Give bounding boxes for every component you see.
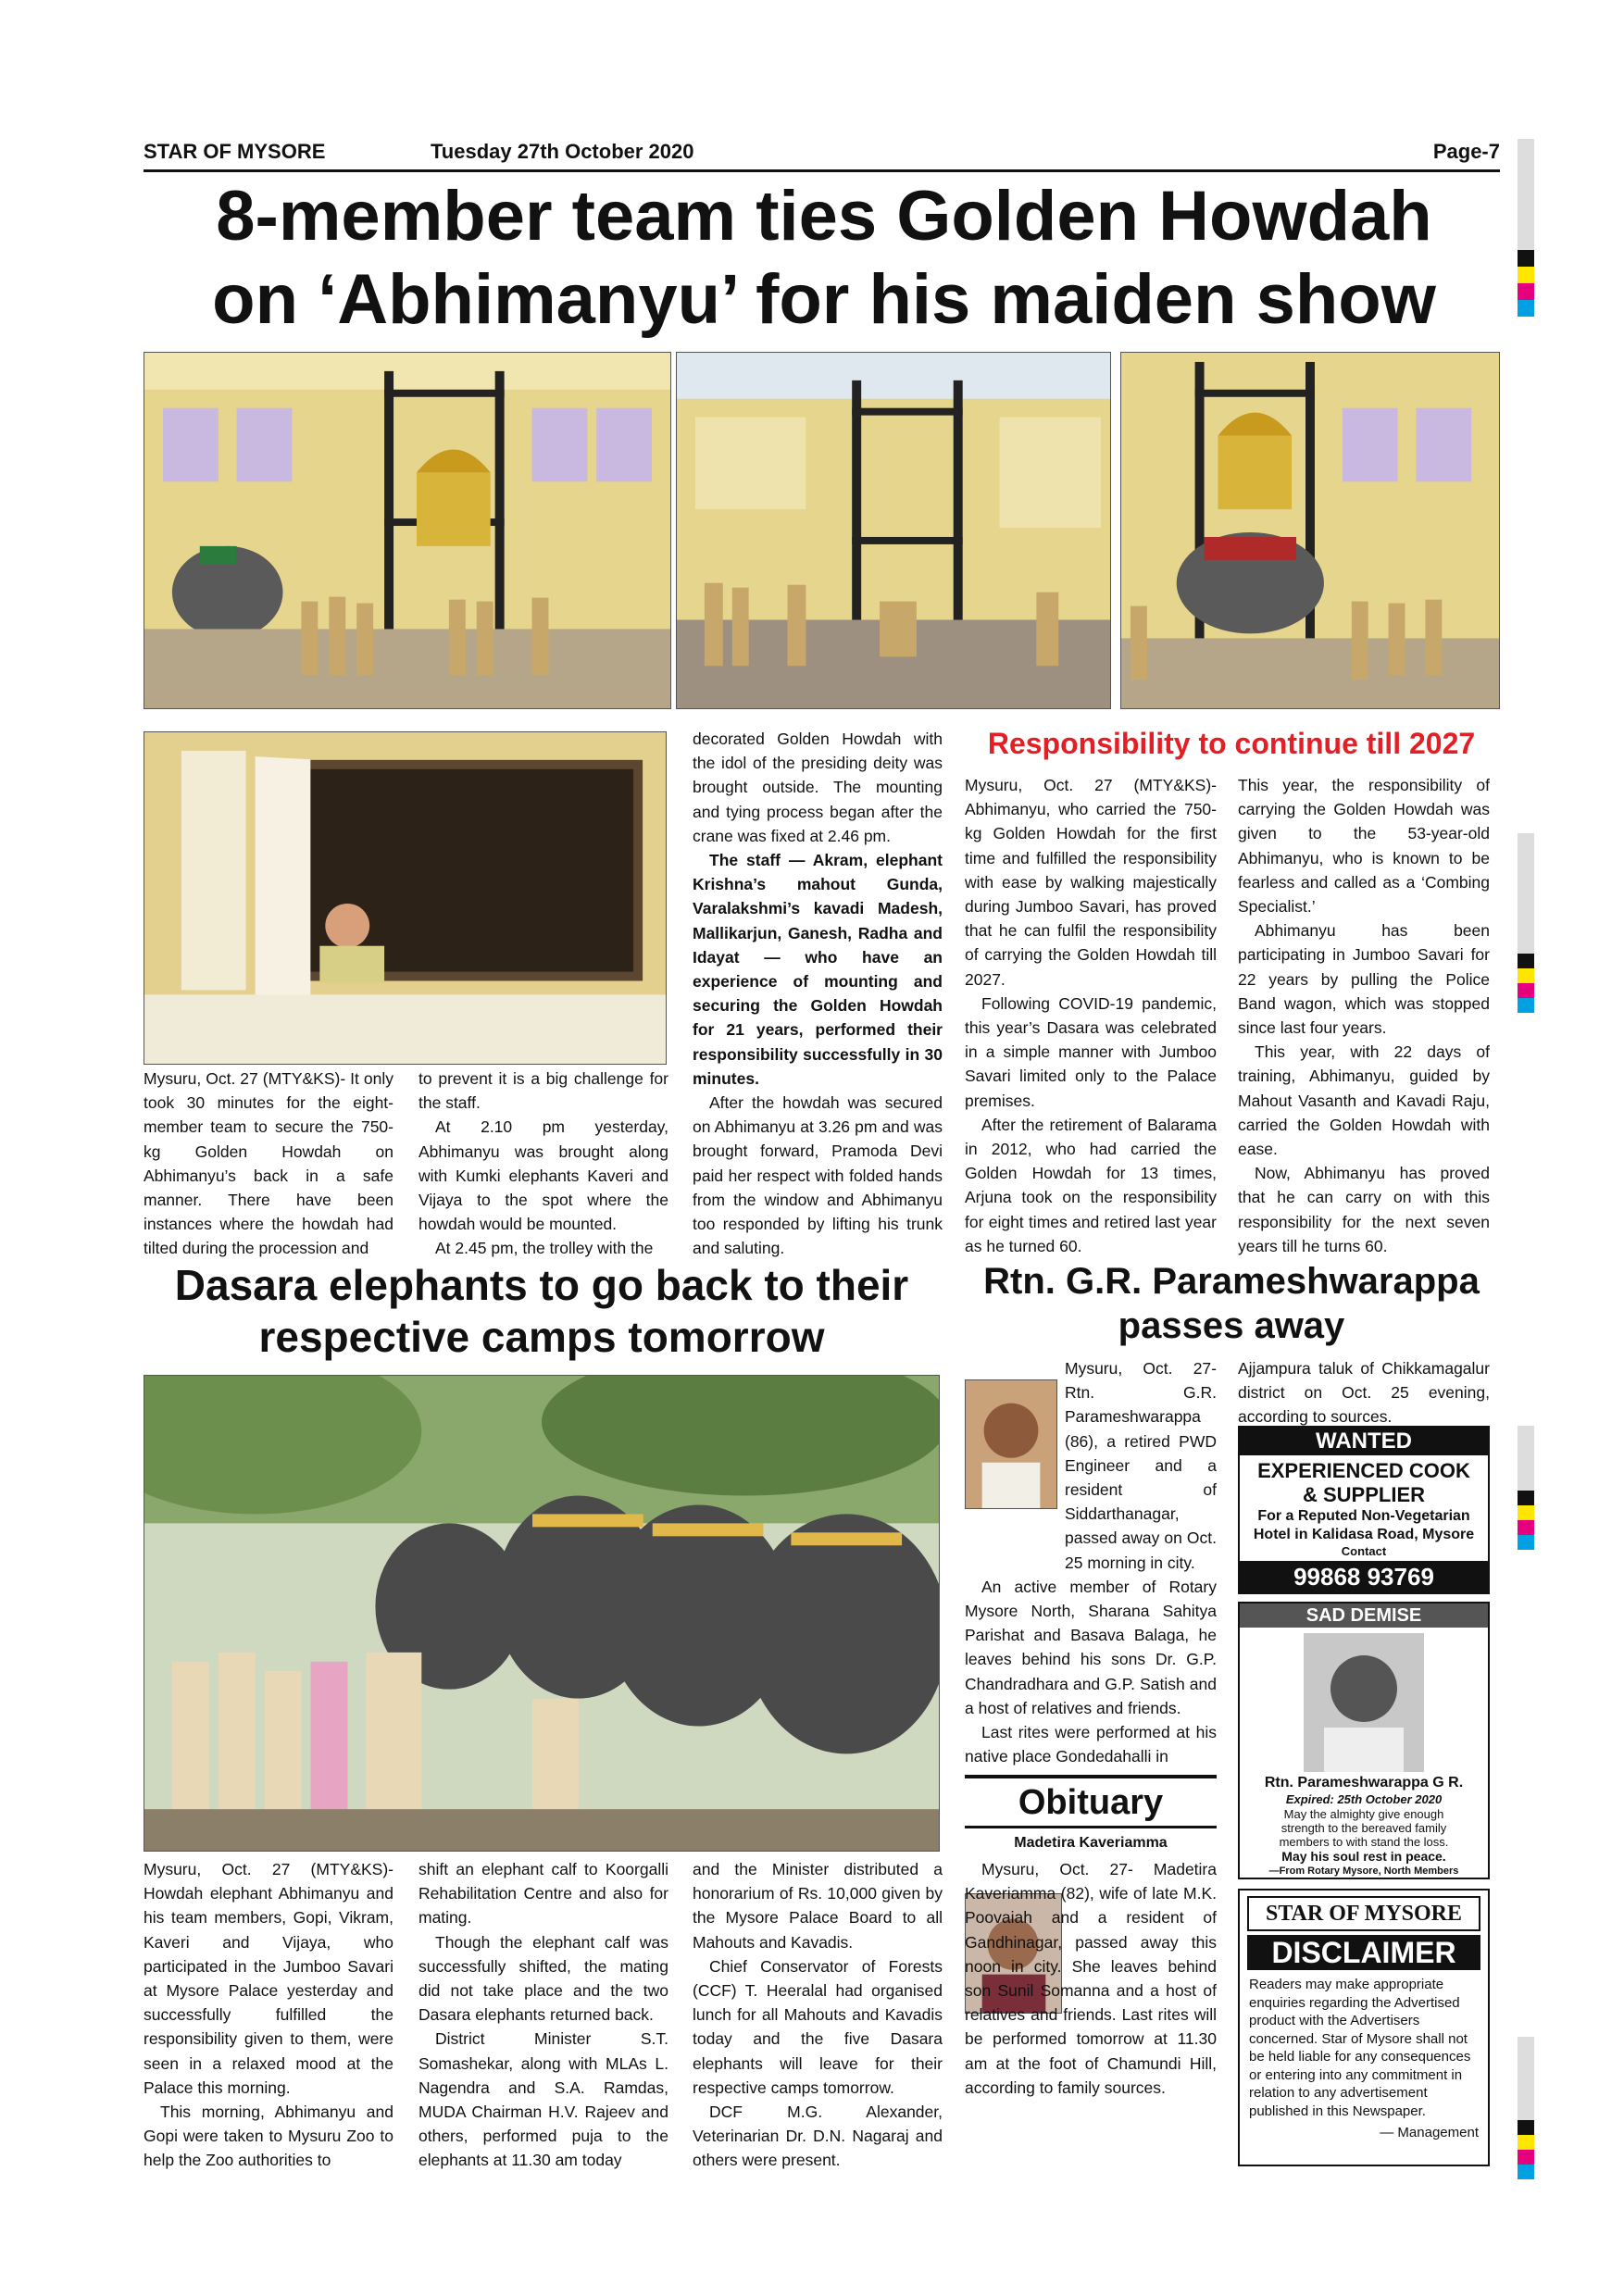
story3-text: DCF M.G. Alexander, Veterinarian Dr. D.N. Nagaraj and others were present. bbox=[693, 2103, 943, 2170]
story3-text: Mysuru, Oct. 27 (MTY&KS)- Howdah elephant Abhimanyu and his team members, Gopi, Vikram, Kaveri and Vijaya, who participated in the Jumboo Savari at Mysore Palace yesterday and successfully fulfilled the responsibility given to them, were seen in a relaxed mood at the Palace this morning. bbox=[144, 1860, 394, 2097]
ad-wanted-contact-label: Contact bbox=[1341, 1544, 1387, 1558]
story1-col3 bbox=[693, 727, 943, 1260]
ad-demise-name: Rtn. Parameshwarappa G R. bbox=[1264, 1775, 1464, 1791]
registration-mark bbox=[1518, 968, 1534, 983]
main-headline-line2: on ‘Abhimanyu’ for his maiden show bbox=[212, 260, 1436, 339]
page-number: Page-7 bbox=[1432, 140, 1500, 163]
registration-mark bbox=[1518, 954, 1534, 968]
ad-demise-from: —From Rotary Mysore, North Members bbox=[1268, 1866, 1459, 1877]
obituary-top-rule bbox=[965, 1775, 1217, 1778]
story2-text: Now, Abhimanyu has proved that he can carry on with this responsibility for the next seven years till he turns 60. bbox=[1238, 1164, 1490, 1255]
story3-text: shift an elephant calf to Koorgalli Rehabilitation Centre and also for mating. bbox=[418, 1860, 668, 1928]
story2-text: Following COVID-19 pandemic, this year’s Dasara was celebrated in a simple manner with Jumboo Savari limited only to the Palace premises. bbox=[965, 993, 1217, 1110]
registration-mark bbox=[1518, 283, 1534, 300]
disclaimer-title: DISCLAIMER bbox=[1247, 1935, 1480, 1970]
story2-text: This year, the responsibility of carrying the Golden Howdah was given to the 53-year-old Abhimanyu, who is known to be fearless and called as a ‘Combing Specialist.’ bbox=[1238, 776, 1490, 917]
registration-mark bbox=[1518, 300, 1534, 317]
story1-text: After the howdah was secured on Abhimanyu at 3.26 pm and was brought forward, Pramoda Devi paid her respect with folded hands from the window and Abhimanyu too responded by lifting his trunk and saluting. bbox=[693, 1093, 943, 1258]
story1-col1 bbox=[144, 1067, 394, 1261]
registration-mark bbox=[1518, 1491, 1534, 1505]
ad-wanted-line3: For a Reputed Non-Vegetarian bbox=[1257, 1508, 1470, 1524]
registration-mark bbox=[1518, 2135, 1534, 2150]
story4-text: An active member of Rotary Mysore North, Sharana Sahitya Parishat and Basava Balaga, he leaves behind his sons Dr. G.P. Chandradhara and G.P. Satish and a host of relatives and friends. bbox=[965, 1577, 1217, 1717]
photo-howdah-trolley bbox=[676, 352, 1111, 709]
story3-col1 bbox=[144, 1857, 394, 2173]
ad-wanted bbox=[1238, 1426, 1490, 1594]
obituary-name: Madetira Kaveriamma bbox=[1014, 1835, 1168, 1851]
disclaimer-sign: — Management bbox=[1380, 2125, 1479, 2140]
disclaimer-text: Readers may make appropriate enquiries regarding the Advertised product with the Advertisers concerned. Star of Mysore shall not be held liable for any consequences or entering into any commitment in relation to any advertisement published in this Newspaper. bbox=[1249, 1977, 1471, 2119]
registration-mark bbox=[1518, 2120, 1534, 2135]
story3-col2 bbox=[418, 1857, 668, 2173]
story1-col2 bbox=[418, 1067, 668, 1261]
story3-text: and the Minister distributed a honorarium of Rs. 10,000 given by the Mysore Palace Board to all Mahouts and Kavadis. bbox=[693, 1860, 943, 1952]
story3-text: District Minister S.T. Somashekar, along with MLAs L. Nagendra and S.A. Ramdas, MUDA Chairman H.V. Rajeev and others, performed puja to the elephants at 11.30 am today bbox=[418, 2029, 668, 2170]
story2-col1 bbox=[965, 773, 1217, 1258]
ad-demise-portrait bbox=[1304, 1633, 1424, 1772]
obituary-bottom-rule bbox=[965, 1826, 1217, 1828]
ad-wanted-line1: EXPERIENCED COOK bbox=[1257, 1459, 1470, 1482]
registration-mark bbox=[1518, 267, 1534, 283]
story4-text: Last rites were performed at his native place Gondedahalli in bbox=[965, 1723, 1217, 1766]
story1-text: At 2.10 pm yesterday, Abhimanyu was brought along with Kumki elephants Kaveri and Vijaya to the spot where the howdah would be mounted. bbox=[418, 1117, 668, 1234]
obituary-text-col bbox=[965, 1857, 1217, 2100]
story2-text: Abhimanyu has been participating in Jumboo Savari for 22 years by pulling the Police Band wagon, which was stopped since last four years. bbox=[1238, 921, 1490, 1038]
story2-text: After the retirement of Balarama in 2012, who had carried the Golden Howdah for 13 times, Arjuna took on the responsibility for eight times and retired last year as he turned 60. bbox=[965, 1115, 1217, 1255]
main-headline-line1: 8-member team ties Golden Howdah bbox=[216, 177, 1432, 256]
registration-mark bbox=[1518, 2150, 1534, 2165]
ad-demise-line4: May his soul rest in peace. bbox=[1281, 1849, 1446, 1864]
issue-date: Tuesday 27th October 2020 bbox=[431, 140, 694, 163]
registration-mark bbox=[1518, 1520, 1534, 1535]
registration-bar bbox=[1518, 139, 1534, 250]
story1-text: At 2.45 pm, the trolley with the bbox=[435, 1239, 654, 1258]
ad-sad-demise bbox=[1238, 1602, 1490, 1879]
story3-headline-line2: respective camps tomorrow bbox=[258, 1313, 825, 1361]
registration-bar bbox=[1518, 833, 1534, 954]
registration-mark bbox=[1518, 998, 1534, 1013]
obituary-text: Mysuru, Oct. 27- Madetira Kaveriamma (82), wife of late M.K. Poovaiah and a resident of Gandhinagar, passed away this noon in city. She leaves behind son Sunil Somanna and a host of relatives and friends. Last rites will be performed tomorrow at 11.30 am at the foot of Chamundi Hill, according to family sources. bbox=[965, 1860, 1217, 2097]
ad-demise-title: SAD DEMISE bbox=[1240, 1603, 1488, 1628]
story2-col2 bbox=[1238, 773, 1490, 1258]
ad-demise-line3: members to with stand the loss. bbox=[1279, 1835, 1449, 1849]
registration-mark bbox=[1518, 983, 1534, 998]
ad-demise-expired: Expired: 25th October 2020 bbox=[1285, 1792, 1443, 1806]
registration-bar bbox=[1518, 2037, 1534, 2120]
story1-text: Mysuru, Oct. 27 (MTY&KS)- It only took 30 minutes for the eight-member team to secure the 750-kg Golden Howdah on Abhimanyu’s back in a safe manner. There have been instances where the howdah had tilted during the procession and bbox=[144, 1069, 394, 1258]
registration-mark bbox=[1518, 1505, 1534, 1520]
ad-wanted-line2: & SUPPLIER bbox=[1302, 1483, 1426, 1506]
story3-text: This morning, Abhimanyu and Gopi were taken to Mysuru Zoo to help the Zoo authorities to bbox=[144, 2103, 394, 2170]
story2-text: This year, with 22 days of training, Abhimanyu, guided by Mahout Vasanth and Kavadi Raju, carried the Golden Howdah with ease. bbox=[1238, 1042, 1490, 1159]
story4-headline-line1: Rtn. G.R. Parameshwarappa bbox=[983, 1261, 1480, 1302]
photo-dasara-elephants bbox=[144, 1375, 940, 1852]
obituary-section-title: Obituary bbox=[1018, 1783, 1164, 1822]
registration-mark bbox=[1518, 1535, 1534, 1550]
story4-col1 bbox=[965, 1356, 1217, 1768]
story1-text-bold: The staff — Akram, elephant Krishna’s mahout Gunda, Varalakshmi’s kavadi Madesh, Mallikarjun, Ganesh, Radha and Idayat — who have an experience of mounting and securing the Golden Howdah for 21 years, performed their responsibility successfully in 30 minutes. bbox=[693, 851, 943, 1088]
story4-text: Mysuru, Oct. 27- Rtn. G.R. Parameshwarappa (86), a retired PWD Engineer and a resident of Siddarthanagar, passed away on Oct. 25 morning in city. bbox=[1065, 1359, 1217, 1572]
story2-text: Mysuru, Oct. 27 (MTY&KS)- Abhimanyu, who carried the 750-kg Golden Howdah for the first time and fulfilled the responsibility with ease by walking majestically during Jumboo Savari, has proved that he can fulfil the responsibility of carrying the Golden Howdah till 2027. bbox=[965, 776, 1217, 989]
story2-headline: Responsibility to continue till 2027 bbox=[987, 727, 1476, 760]
story4-headline-line2: passes away bbox=[1118, 1305, 1345, 1346]
photo-howdah-mounting-2 bbox=[1120, 352, 1500, 709]
registration-mark bbox=[1518, 2165, 1534, 2179]
ad-wanted-phone: 99868 93769 bbox=[1240, 1561, 1488, 1592]
story4-text: Ajjampura taluk of Chikkamagalur district on Oct. 25 evening, according to sources. bbox=[1238, 1359, 1490, 1427]
disclaimer-brand: STAR OF MYSORE bbox=[1247, 1896, 1480, 1931]
disclaimer-box bbox=[1238, 1889, 1490, 2166]
story3-headline-line1: Dasara elephants to go back to their bbox=[174, 1261, 909, 1309]
ad-demise-line1: May the almighty give enough bbox=[1283, 1807, 1444, 1821]
story3-text: Chief Conservator of Forests (CCF) T. Heeralal had organised lunch for all Mahouts and Kavadis today and the five Dasara elephants will leave for their respective camps tomorrow. bbox=[693, 1956, 943, 2097]
story1-text: to prevent it is a big challenge for the staff. bbox=[418, 1069, 668, 1113]
registration-mark bbox=[1518, 250, 1534, 267]
story1-text: decorated Golden Howdah with the idol of the presiding deity was brought outside. The mounting and tying process began after the crane was fixed at 2.46 pm. bbox=[693, 730, 943, 845]
paper-name: STAR OF MYSORE bbox=[144, 140, 326, 163]
photo-pramoda-devi-window bbox=[144, 731, 667, 1065]
ad-wanted-title: WANTED bbox=[1240, 1428, 1488, 1455]
ad-wanted-line4: Hotel in Kalidasa Road, Mysore bbox=[1253, 1527, 1475, 1542]
story3-text: Though the elephant calf was successfully shifted, the mating did not take place and the two Dasara elephants returned back. bbox=[418, 1932, 668, 2025]
photo-howdah-mounting-1 bbox=[144, 352, 671, 709]
ad-demise-line2: strength to the bereaved family bbox=[1280, 1821, 1447, 1835]
story3-col3 bbox=[693, 1857, 943, 2173]
story4-col2 bbox=[1238, 1356, 1490, 1429]
page-header bbox=[144, 139, 1500, 172]
